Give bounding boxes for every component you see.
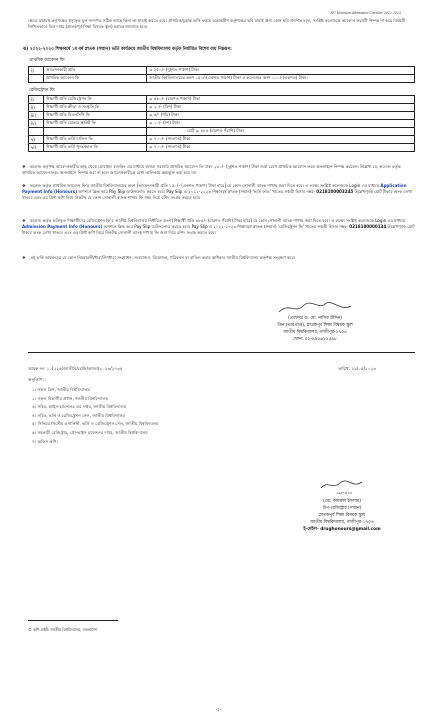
- list-item: ৭। অফিস কপি।: [32, 438, 59, 444]
- table-row: [29, 120, 415, 128]
- fee-value: = ২৫০/- (দুইশত পঞ্চাশ) টাকা: [147, 67, 415, 75]
- bullet-text: কলেজ কর্তৃপক্ষ আবেদনকারীর কাছ থেকে মোবাইল ব্যাংকিং এর মাধ্যমে অথবা সরাসরি প্রাথমিক আবেদন ফি বাবদ ২৫০/- (দুইশত পঞ্চাশ) টাকা জমা রেখে প্রাথমিক আবেদন ফরম অনলাইনে নিষ্পন্ন করবেন। উল্লেখ্য যে, কলেজ কর্তৃক প্রাথমিক আবেদন ফরম অনলাইনে নিষ্পন্ন করা না হলে আবেদনকারীকে মেধা তালিকায় অন্তর্ভুক্ত করা হবে না।: [22, 164, 401, 175]
- row-number: iv): [29, 120, 44, 128]
- application-fee-table: [28, 66, 415, 83]
- admission-payment-info-option: Admission Payment Info (Honours): [22, 224, 103, 229]
- registration-fee-table: [28, 95, 415, 152]
- signature-scribble-dean: [275, 300, 355, 316]
- signatory-name: (মো. কামরুল ইসলাম): [323, 499, 361, 504]
- memo-number: স্মারক নং: ১০(২২৬)জাতীবি/রেজি/আজা/২০২৩/২৭৩৫: [28, 366, 123, 371]
- fee-value: = ১০/- (দশ) টাকা: [147, 120, 415, 128]
- table-row: [29, 112, 415, 120]
- row-number: iii): [29, 112, 44, 120]
- bullet-text: উল্লেখপূর্বক মোট টাকার অংক লেখা থাকবে এবং এর প্রিন্ট কপি নিয়ে নিকটস্থ সোনালী ব্যাংক শাখায় ফি জমা দিয়ে রশিদ সংগ্রহ করতে হবে।: [22, 224, 415, 235]
- fee-value: = ৫/- (পাঁচ) টাকা: [147, 112, 415, 120]
- fee-label: শিক্ষার্থী প্রতি ভর্তি পুনঃবহাল ফি: [44, 144, 147, 152]
- fee-value: জাতীয় বিশ্ববিদ্যালয়ের অংশ ১৫০/-(একশত পঞ্চাশ) টাকা ও কলেজের অংশ ১০০/-(একশত) টাকা।: [147, 75, 415, 83]
- copyright-note: © কপি-রাইট: জাতীয় বিশ্ববিদ্যালয়, বাংলাদেশ: [28, 627, 98, 632]
- signatory-phone: ফোন: ০২-৯৯৬৬১১৫৯৮: [293, 337, 337, 342]
- bullet-app-fee-payslip: [22, 183, 415, 201]
- fee-label: শিক্ষার্থী প্রতি বিএনসিসি ফি: [44, 112, 147, 120]
- row-number: v): [29, 136, 44, 144]
- signatory-name: (প্রফেসর ড. মো. নাসির উদ্দিন): [288, 316, 342, 321]
- signatory-dean: [250, 315, 380, 343]
- signatory-org: জাতীয় বিশ্ববিদ্যালয়, গাজীপুর-১৭০৪: [310, 520, 374, 525]
- row-number: [29, 75, 44, 83]
- fee-label: প্রাথমিক আবেদন ফি: [44, 75, 147, 83]
- bullet-text: উল্লেখপূর্বক মোট টাকার অংক লেখা থাকবে এবং এর প্রিন্ট কপি নিয়ে নিকটস্থ যে কোন সোনালী ব্যাংক শাখায় ফি জমা দিয়ে রশিদ সংগ্রহ করতে হবে।: [22, 189, 412, 200]
- list-item: ৩। সচিব, ভাইস-চ্যান্সেলর এর দপ্তর, জাতীয় বিশ্ববিদ্যালয়: [32, 404, 127, 410]
- signatory-org: জাতীয় বিশ্ববিদ্যালয়, গাজীপুর-১৭০৪: [283, 330, 347, 335]
- list-item: ৪। সচিব, ভর্তি ও রেজিস্ট্রেশন সেল, জাতীয় বিশ্ববিদ্যালয়: [32, 412, 126, 418]
- fee-value: = ২০/- (বিশ) টাকা: [147, 104, 415, 112]
- row-number: [29, 128, 44, 136]
- row-number: ii): [29, 104, 44, 112]
- row-number: vi): [29, 144, 44, 152]
- fee-value: = ৭০০/- (সাতশত) টাকা: [147, 136, 415, 144]
- fee-total-value: মোট = ৪৮৫ (চারশত পঁচাশি) টাকা: [147, 128, 415, 136]
- fees-section-title: ঝ) ২০২২-২০২৩ শিক্ষাবর্ষে ১ম বর্ষ স্নাতক (সম্মান) ভর্তি কার্যক্রমে জাতীয় বিশ্ববিদ্যালয় কর্তৃক নির্ধারিত বিশেষ ব্যয় নিম্নরূপ:: [23, 47, 232, 52]
- page-number: -৫-: [215, 707, 222, 712]
- table-row: [29, 67, 415, 75]
- table-row: [29, 104, 415, 112]
- list-item: ২। সকল বিভাগীয় প্রধান, জাতীয় বিশ্ববিদ্যালয়: [32, 395, 108, 401]
- bullet-rights-reserved: [22, 255, 415, 261]
- fee-label: আবেদনকারী প্রতি: [44, 67, 147, 75]
- list-item: ১। সকল ডিন, জাতীয় বিশ্ববিদ্যালয়: [32, 387, 90, 392]
- bullet-text: অপশনে ক্লিক করে Pay Slip ডাউনলোড করতে হবে। Pay Slip এ ২০২২-২০২৩ শিক্ষাবর্ষে স্নাতক (সম্মান) 'রেজিস্ট্রেশন ফি' খাতের সঞ্চয়ী হিসাব নম্বর-: [102, 224, 350, 229]
- application-payment-info-option: Application Payment Info (Honours): [22, 183, 407, 194]
- bullet-mark: ❖: [22, 255, 26, 260]
- fee-label: শিক্ষার্থী প্রতি ক্রীড়া ও সংস্কৃতি ফি: [44, 104, 147, 112]
- signatory-title: উপ-রেজিস্ট্রার (সম্মান): [322, 506, 362, 511]
- bullet-text: এই ভর্তি কার্যক্রমের যে কোন নিয়মাবলী/ধারা/উপধারা সংশোধন, সংযোজন, বিয়োজন, পরিবর্তন বা বাতিল করার অধিকার জাতীয় বিশ্ববিদ্যালয় কর্তৃপক্ষ সংরক্ষণ করে।: [30, 255, 296, 260]
- row-number: i): [29, 67, 44, 75]
- account-number: 0218100003245: [316, 189, 354, 194]
- list-item: ৬। সহকারী রেজিস্ট্রার, প্রো-ভাইস চ্যান্সেলর দপ্তর, জাতীয় বিশ্ববিদ্যালয়: [32, 429, 148, 435]
- fee-label: শিক্ষার্থী প্রতি রেজিস্ট্রেশন ফি: [44, 96, 147, 104]
- table-row: [29, 75, 415, 83]
- signature-scribble-registrar: [318, 478, 366, 492]
- table-row: [29, 96, 415, 104]
- account-number: 0218100000134: [349, 224, 387, 229]
- registration-fee-label: রেজিস্ট্রেশন ফি:: [29, 88, 56, 93]
- fee-label: শিক্ষার্থী প্রতি রোভার স্কাউট ফি: [44, 120, 147, 128]
- signatory-email: ই-মেইল- drughonours@gmail.com: [303, 527, 381, 532]
- cc-label: অনুলিপি:: [28, 377, 44, 382]
- application-fee-label: প্রাথমিক আবেদন ফি:: [29, 58, 66, 63]
- signatory-dept: স্নাতকপূর্ব শিক্ষা বিষয়ক স্কুল: [319, 513, 365, 518]
- list-item: ৫। সিনিয়র সিস্টেম এনালিস্ট, ভর্তি ও রেজিস্ট্রেশন সেল, জাতীয় বিশ্ববিদ্যালয়: [32, 421, 159, 427]
- bullet-mark: ❖: [22, 164, 26, 169]
- intro-paragraph: ক্ষেত্রে যথাযথ কর্তৃপক্ষের ইস্যুকৃত মূল সনদপত্র সঠিক আছে কিনা তা যাচাই করতে হবে। প্রাথমিক/চূড়ান্ত ভর্তি ফরমে অভ্যন্তরীণ কর্তৃপক্ষের ছবি যাচাই অন্য কোন ছবি প্রদর্শিত হলে, সংশ্লিষ্ট কলেজকে আবেদন ফরমটি নিষ্পন্ন না করে বিষয়টি লিখিতভাবে ডিন দপ্তর (স্নাতকপূর্ব শিক্ষা বিষয়ক স্কুল) বরাবর জানাতে হবে।: [28, 18, 405, 29]
- memo-date: তারিখ: ২৯/০৫/২০২৩: [338, 366, 376, 371]
- footer-divider: [28, 620, 118, 621]
- table-row-total: [29, 128, 415, 136]
- bullet-reg-fee-payslip: [22, 218, 415, 236]
- fee-label: শিক্ষার্থী প্রতি ভর্তি বাতিল ফি: [44, 136, 147, 144]
- signatory-title: ডিন (ভারপ্রাপ্ত), স্নাতকপূর্ব শিক্ষা বিষয়ক স্কুল: [277, 323, 353, 328]
- table-row: [29, 144, 415, 152]
- header-note: NU Honours Admission Circular 2022-2023: [330, 11, 401, 15]
- bullet-mark: ❖: [22, 218, 26, 223]
- bullet-text: কলেজ কর্তৃক প্রাথমিক আবেদন ফি'র জাতীয় বিশ্ববিদ্যালয়ের অংশ [আবেদনকারী প্রতি ১৫০/- (একশত পঞ্চাশ) টাকা হারে] যে কোন সোনালী ব্যাংক শাখায় জমা দিতে হবে। এ লক্ষ্যে সংশ্লিষ্ট কলেজকে Login এর মাধ্যমে: [30, 183, 381, 188]
- divider: [28, 352, 415, 353]
- table-row: [29, 136, 415, 144]
- bullet-text: কলেজ কর্তৃক ভর্তিকৃত শিক্ষার্থীদের রেজিস্ট্রেশন ফি'র জাতীয় বিশ্ববিদ্যালয় নির্ধারিত অংশ [শিক্ষার্থী প্রতি ৪৮৫/- (চারশত পঁচাশি) টাকা হারে] যে কোন সোনালী ব্যাংক শাখায় জমা দিতে হবে। এ লক্ষ্যে সংশ্লিষ্ট কলেজকে Login এর মাধ্যমে: [30, 218, 406, 223]
- row-number: i): [29, 96, 44, 104]
- fee-value: = ৭০০/- (সাতশত) টাকা: [147, 144, 415, 152]
- signatory-registrar: [262, 498, 422, 533]
- signature-date: ২৯/০৫/২৩: [336, 491, 352, 495]
- bullet-app-fee-deposit: [22, 164, 415, 176]
- fee-value: = ৪৫০/- (চারশত পঞ্চাশ) টাকা: [147, 96, 415, 104]
- bullet-mark: ❖: [22, 183, 26, 188]
- fee-label: [44, 128, 147, 136]
- bullet-text: অপশনে ক্লিক করে Pay Slip ডাউনলোড করতে হবে। Pay Slip এ ২০২২-২০২৩ শিক্ষাবর্ষে স্নাতক (সম্মান) 'ভর্তি ফান্ড' খাতের সঞ্চয়ী হিসাব নম্বর-: [77, 189, 317, 194]
- cc-list: [32, 386, 158, 446]
